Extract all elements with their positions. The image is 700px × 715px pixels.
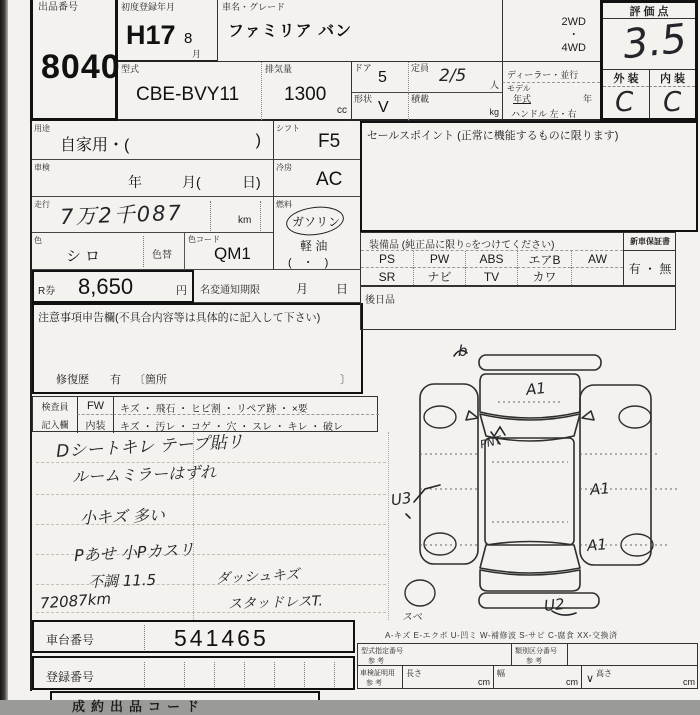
usage-value: 自家用・( (60, 137, 130, 154)
car-name-label: 車名・グレード (222, 2, 286, 12)
scan-edge (0, 0, 8, 700)
fuel-paren: ( ・ ) (288, 257, 329, 269)
drive-dot: ・ (568, 29, 580, 42)
doors-box (352, 62, 408, 93)
chassis-label: 車台番号 (46, 633, 95, 647)
lot-label: 出品番号 (38, 2, 78, 13)
color-value: シロ (66, 248, 105, 265)
inspector-row-label2: 記入欄 (41, 419, 69, 430)
first-reg-era: H17 (126, 20, 176, 50)
model-label: 型式 (121, 64, 140, 74)
car-name-box (217, 0, 502, 62)
first-reg-month: 8 (184, 30, 193, 47)
notes-area (32, 432, 389, 620)
capacity-box (408, 62, 502, 93)
note-2: ルームミラーはずれ (71, 462, 217, 487)
cert-label: 車検証明用 (360, 670, 395, 677)
note-7: ダッシュキズ (215, 566, 300, 588)
shaken-year: 年 (128, 174, 142, 190)
equip-sr: SR (378, 269, 396, 284)
length-label: 長さ (406, 669, 422, 678)
color-row (32, 233, 273, 270)
name-change-cell (194, 270, 360, 303)
damage-legend: A-キズ E-エクボ U-凹ミ W-補修波 S-サビ C-腐食 XX-交換済 (385, 631, 618, 640)
mileage-row (32, 197, 273, 233)
displacement-box (262, 62, 352, 121)
load-label: 積載 (411, 94, 430, 104)
r-ticket-unit: 円 (176, 285, 187, 297)
first-reg-label: 初度登録年月 (121, 2, 176, 12)
diagram-mark-left-side: U3 (389, 488, 413, 510)
color-code-value: QM1 (214, 244, 251, 263)
usage-row (32, 121, 273, 160)
score-value: 3.5 (620, 15, 689, 69)
chassis-value: 541465 (174, 625, 269, 651)
usage-close: ) (255, 132, 261, 149)
interior-grade: C (661, 86, 683, 119)
doors-label: ドア (354, 63, 372, 73)
equip-pw: PW (429, 252, 450, 266)
repair-part: 〔箇所 (134, 374, 167, 386)
warranty-label: 新車保証書 (630, 237, 670, 246)
r-ticket-box (32, 270, 194, 303)
color-label: 色 (34, 236, 42, 245)
shift-value: F5 (318, 131, 341, 152)
diagram-mark-right-rear: A1 (586, 535, 608, 555)
fuel-diesel: 軽 油 (300, 239, 328, 253)
shift-label: シフト (276, 124, 300, 133)
partial-bottom-text: 成約出品コード (72, 699, 206, 714)
height-label: 高さ (596, 669, 612, 678)
shape-label: 形状 (354, 94, 373, 104)
color-change-label: 色替 (152, 250, 172, 261)
equipment-label: 装備品 (純正品に限り○をつけてください) (369, 240, 555, 251)
shape-value: V (378, 99, 389, 116)
type-number-label: 型式指定番号 (361, 648, 403, 655)
shaken-month: 月( (182, 174, 201, 190)
fuel-gasoline: ガソリン (292, 215, 341, 229)
r-ticket-label: R券 (38, 286, 56, 297)
usage-label: 用途 (34, 124, 50, 133)
registration-label: 登録番号 (46, 670, 95, 684)
fuel-label: 燃料 (276, 200, 292, 209)
notice-box (32, 303, 363, 394)
later-goods-label: 後日品 (365, 295, 395, 306)
car-name-value: ファミリア バン (228, 23, 353, 40)
capacity-value: 2/5 (439, 66, 467, 86)
equip-ps: PS (378, 252, 395, 266)
note-3: 小キズ 多い (79, 505, 166, 528)
inspector-fw-label: FW (86, 399, 105, 412)
repair-close: 〕 (340, 374, 351, 386)
later-goods-box (360, 286, 676, 330)
car-diagram (358, 332, 698, 628)
model-year-row (502, 83, 600, 104)
ref-table (357, 643, 698, 689)
note-8: スタッドレスT. (227, 593, 324, 613)
diagram-mark-right-side: A1 (589, 479, 611, 499)
length-unit: cm (478, 677, 490, 687)
sales-point-box (360, 121, 698, 232)
registration-box (32, 656, 355, 690)
equip-navi: ナビ (427, 270, 452, 284)
diagram-mark-front-glass: A1 (525, 379, 547, 399)
note-1: Dシートキレ テープ貼リ (55, 432, 245, 462)
ac-value: AC (316, 169, 343, 190)
model-year-unit: 年 (582, 94, 592, 104)
width-label: 幅 (497, 669, 505, 678)
fuel-circle-mark (285, 204, 346, 239)
ac-label: 冷房 (276, 163, 292, 172)
exterior-label: 外 装 (613, 73, 639, 85)
drive-4wd: 4WD (561, 42, 586, 55)
note-4: Pあせ 小Pカスリ (73, 539, 195, 566)
inspector-int-label: 内装 (85, 420, 106, 432)
height-check-mark: ∨ (586, 672, 595, 685)
repair-label: 修復歴 (56, 374, 89, 386)
height-unit: cm (683, 677, 695, 687)
cert-ref: 参 考 (366, 680, 382, 687)
inspector-int-options: キズ ・ 汚レ ・ コゲ ・ 穴 ・ スレ ・ キレ ・ 破レ (120, 422, 344, 433)
lot-box (30, 0, 121, 121)
shaken-day: 日) (242, 174, 261, 190)
notice-label: 注意事項申告欄(不具合内容等は具体的に記入して下さい) (38, 312, 321, 324)
drive-box (502, 0, 600, 62)
ac-cell (273, 160, 360, 197)
equipment-box (360, 232, 676, 286)
score-box (600, 0, 698, 121)
equip-airb: エアB (528, 252, 561, 267)
capacity-unit: 人 (489, 80, 499, 90)
capacity-label: 定員 (411, 63, 430, 73)
handle-label: ハンドル 左・右 (511, 109, 577, 119)
equip-abs: ABS (479, 252, 504, 266)
class-number-label: 類別区分番号 (515, 648, 557, 655)
type-number-ref: 参 考 (368, 658, 384, 665)
dealer-label: ディーラー・並行 (507, 70, 579, 80)
name-change-day: 日 (336, 282, 349, 296)
diagram-mark-spare: スペ (402, 612, 422, 623)
equip-tv: TV (483, 269, 500, 284)
drive-2wd: 2WD (561, 16, 586, 28)
exterior-grade: C (613, 86, 635, 119)
interior-label: 内 装 (659, 73, 686, 85)
model-box (118, 62, 262, 121)
model-year-label2: 年式 (513, 94, 532, 104)
diagram-mark-pnt: PNT (478, 433, 503, 452)
score-label: 評 価 点 (629, 5, 669, 18)
displacement-label: 排気量 (265, 64, 293, 74)
note-6: 72087km (39, 589, 112, 613)
displacement-value: 1300 (284, 84, 327, 105)
doors-value: 5 (378, 69, 387, 86)
load-unit: kg (489, 107, 499, 117)
note-5: 不調 11.5 (87, 570, 157, 592)
repair-value: 有 (110, 374, 121, 386)
shift-cell (273, 121, 360, 160)
warranty-value: 有 ・ 無 (628, 261, 672, 276)
load-box (408, 93, 502, 121)
dealer-row (502, 62, 600, 83)
fuel-cell (273, 197, 360, 270)
inspector-fw-options: キズ ・ 飛石 ・ ヒビ割 ・ リペア跡 ・ ×要 (120, 404, 308, 415)
shaken-row (32, 160, 273, 197)
shaken-label: 車検 (34, 163, 50, 172)
color-code-label: 色コード (188, 235, 220, 244)
diagram-mark-front-left: b (458, 342, 468, 360)
handle-row (502, 104, 600, 121)
first-reg-box (118, 0, 217, 62)
inspector-row-label1: 検査員 (41, 401, 69, 412)
lot-number: 8040 (41, 48, 121, 86)
r-ticket-value: 8,650 (78, 274, 134, 299)
partial-bottom-box (50, 691, 320, 714)
class-number-ref: 参 考 (526, 658, 542, 665)
diagram-mark-rear: U2 (543, 594, 566, 616)
equip-kawa: カワ (532, 270, 557, 284)
name-change-label: 名変通知期限 (200, 285, 260, 296)
mileage-label: 走行 (34, 200, 50, 209)
car-diagram-area (358, 332, 698, 628)
model-value: CBE-BVY11 (136, 84, 240, 105)
equip-aw: AW (588, 252, 607, 266)
name-change-month: 月 (296, 282, 309, 296)
displacement-unit: cc (337, 105, 347, 116)
inspector-table (32, 396, 378, 432)
width-unit: cm (566, 677, 578, 687)
shape-box (352, 93, 408, 121)
chassis-box (32, 620, 355, 653)
month-unit: 月 (192, 49, 202, 59)
mileage-value: 7万2千087 (59, 200, 184, 230)
sales-point-label: セールスポイント (正常に機能するものに限ります) (367, 130, 619, 142)
mileage-unit: km (238, 215, 252, 226)
model-year-label1: モデル (507, 84, 531, 93)
